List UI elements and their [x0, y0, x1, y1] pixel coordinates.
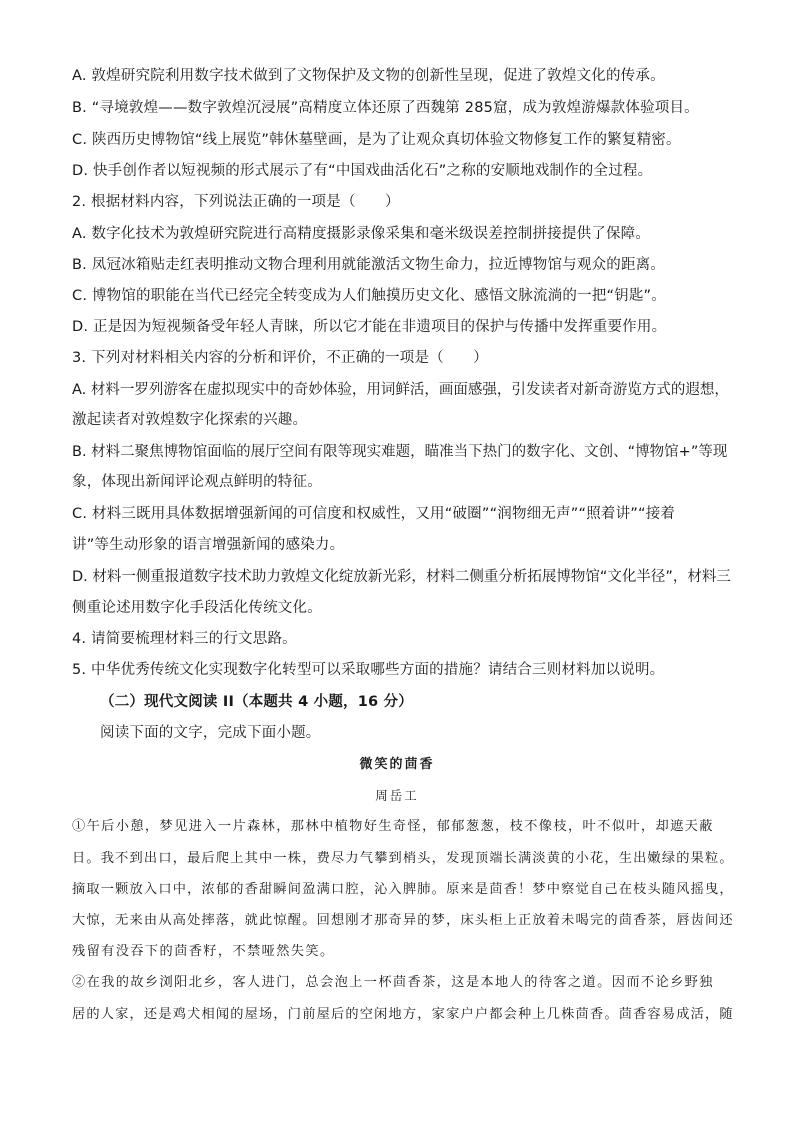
q3-option-d-line1: D. 材料一侧重报道数字技术助力敦煌文化绽放新光彩，材料二侧重分析拓展博物馆“文化半径”，材料三: [72, 569, 731, 585]
q4-question: 4. 请简要梳理材料三的行文思路。: [72, 631, 297, 647]
q2-option-c: C. 博物馆的职能在当代已经完全转变成为人们触摸历史文化、感悟文脉流淌的一把“钥匙”。: [72, 288, 666, 304]
story-p1-line4: 大惊，无来由从高处摔落，就此惊醒。回想刚才那奇异的梦，床头柜上正放着未喝完的茴香茶，唇齿间还: [72, 913, 734, 928]
q2-option-a: A. 数字化技术为敦煌研究院进行高精度摄影录像采集和毫米级误差控制拼接提供了保障。: [72, 226, 651, 242]
story-p2-line1: ②在我的故乡浏阳北乡，客人进门，总会泡上一杯茴香茶，这是本地人的待客之道。因而不论乡野独: [72, 975, 714, 990]
story-p1-line5: 残留有没吞下的茴香籽，不禁哑然失笑。: [72, 944, 335, 959]
q3-stem: 3. 下列对材料相关内容的分析和评价，不正确的一项是（ ）: [72, 350, 488, 366]
q3-option-d-line2: 侧重论述用数字化手段活化传统文化。: [72, 600, 322, 616]
q2-option-b: B. 凤冠冰箱贴走红表明推动文物合理利用就能激活文物生命力，拉近博物馆与观众的距离。: [72, 257, 666, 273]
q1-option-b: B. “寻境敦煌——数字敦煌沉浸展”高精度立体还原了西魏第 285窟，成为敦煌游爆款体验项目。: [72, 100, 699, 116]
q3-option-b-line1: B. 材料二聚焦博物馆面临的展厅空间有限等现实难题，瞄准当下热门的数字化、文创、“博物馆+”等现: [72, 444, 728, 460]
q1-option-d: D. 快手创作者以短视频的形式展示了有“中国戏曲活化石”之称的安顺地戏制作的全过程。: [72, 163, 653, 179]
story-p1-line3: 摘取一颗放入口中，浓郁的香甜瞬间盈满口腔，沁入脾肺。原来是茴香！梦中察觉自己在枝头随风摇曳，: [72, 882, 734, 897]
story-p2-line2: 居的人家，还是鸡犬相闻的屋场，门前屋后的空闲地方，家家户户都会种上几株茴香。茴香容易成活，随: [72, 1007, 734, 1022]
section-instruction: 阅读下面的文字，完成下面小题。: [100, 725, 321, 741]
q3-option-a-line2: 激起读者对敦煌数字化探索的兴趣。: [72, 412, 308, 428]
story-author: 周岳工: [375, 788, 419, 803]
q2-option-d: D. 正是因为短视频备受年轻人青睐，所以它才能在非遗项目的保护与传播中发挥重要作用。: [72, 319, 667, 335]
q5-question: 5. 中华优秀传统文化实现数字化转型可以采取哪些方面的措施？请结合三则材料加以说明。: [72, 662, 665, 678]
story-p1-line2: 日。我不到出口，最后爬上其中一株，费尽力气攀到梢头，发现顶端长满淡黄的小花，生出嫩绿的果粒。: [72, 851, 734, 866]
story-title: 微笑的茴香: [359, 757, 435, 772]
q3-option-b-line2: 象，体现出新闻评论观点鲜明的特征。: [72, 474, 322, 490]
q3-option-c-line2: 讲”等生动形象的语言增强新闻的感染力。: [72, 537, 345, 553]
q3-option-a-line1: A. 材料一罗列游客在虚拟现实中的奇妙体验，用词鲜活，画面感强，引发读者对新奇游览方式的遐想，: [72, 382, 729, 398]
q3-option-c-line1: C. 材料三既用具体数据增强新闻的可信度和权威性，又用“破圈”“润物细无声”“照着讲”“接着: [72, 506, 676, 522]
q1-option-c: C. 陕西历史博物馆“线上展览”韩休墓壁画，是为了让观众真切体验文物修复工作的繁复精密。: [72, 132, 681, 148]
q2-stem: 2. 根据材料内容，下列说法正确的一项是（ ）: [72, 194, 400, 210]
story-p1-line1: ①午后小憩，梦见进入一片森林，那林中植物好生奇怪，郁郁葱葱，枝不像枝，叶不似叶，却遮天蔽: [72, 819, 714, 834]
section-heading: （二）现代文阅读 II（本题共 4 小题，16 分）: [100, 694, 413, 710]
q1-option-a: A. 敦煌研究院利用数字技术做到了文物保护及文物的创新性呈现，促进了敦煌文化的传承。: [72, 68, 665, 84]
